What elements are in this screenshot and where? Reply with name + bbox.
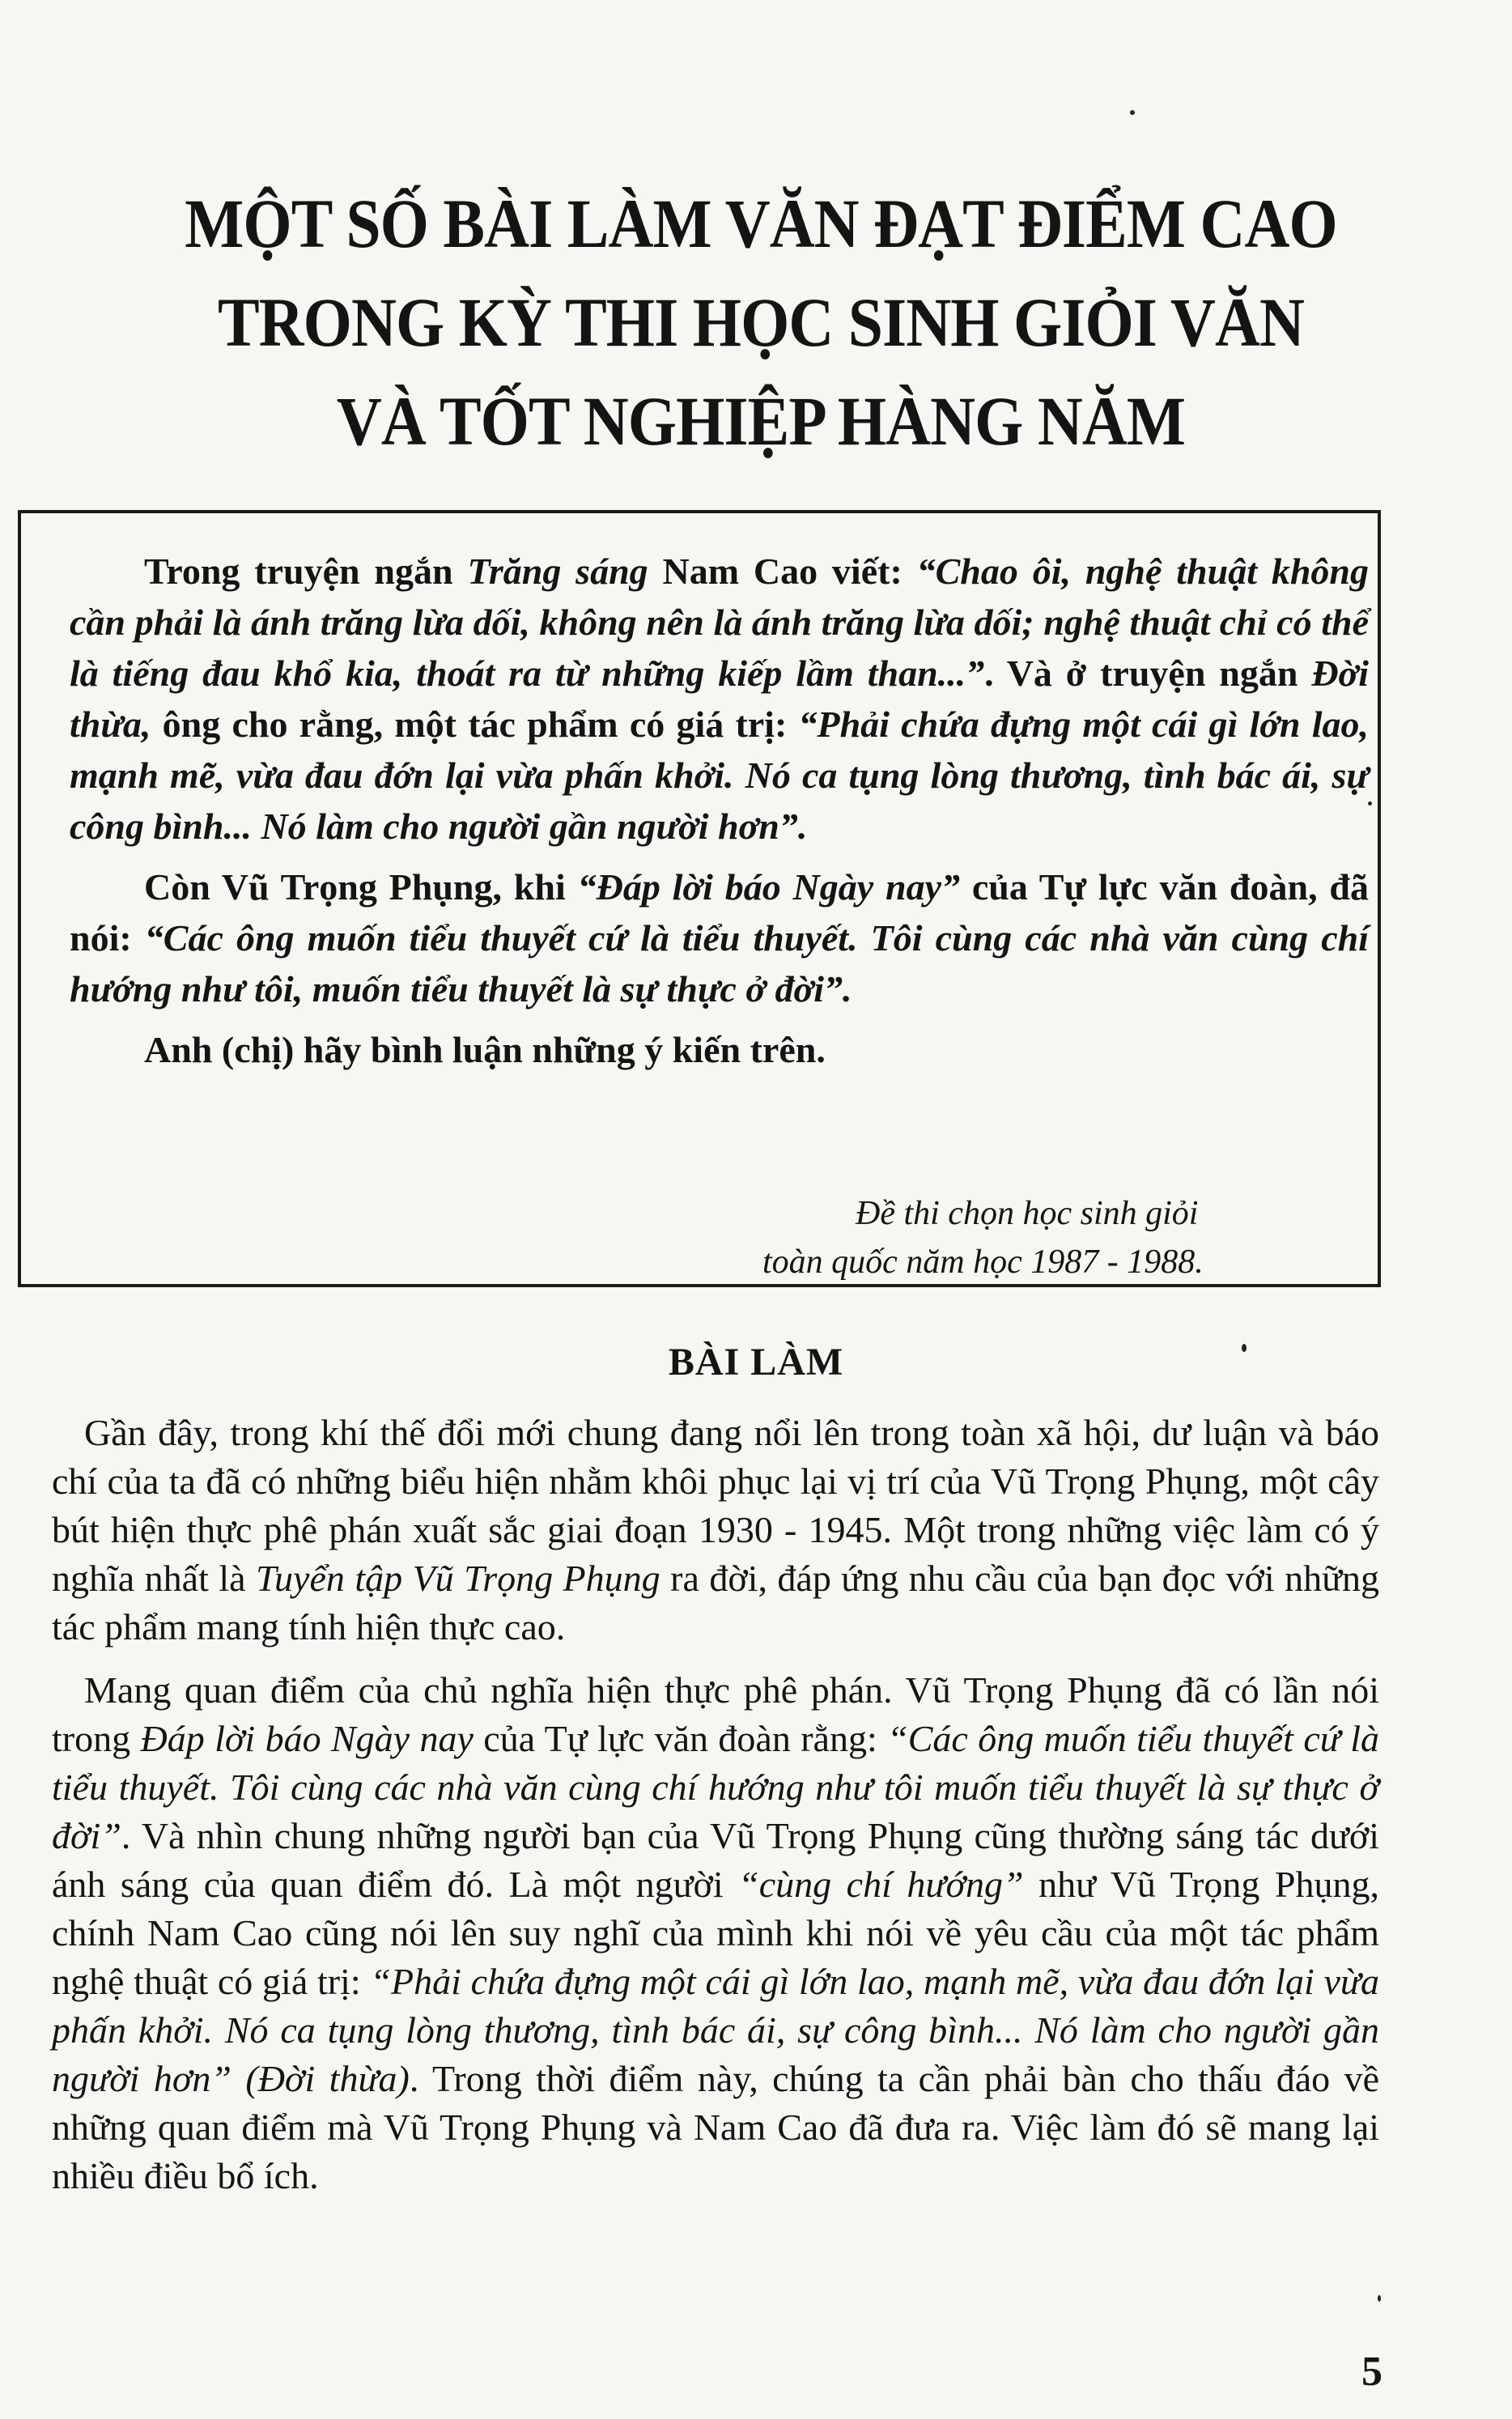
page-number: 5: [1361, 2349, 1382, 2395]
prompt-question: Anh (chị) hãy bình luận những ý kiến trên.: [144, 1029, 826, 1070]
essay-text-span: Gần đây, trong khí thế đổi mới chung đang nổi lên trong toàn xã hội, dư luận và báo chí của ta đã có những biểu hiện nhằm khôi phục lại vị trí của Vũ Trọng Phụng, một cây bút hiện thực phê phán xuất sắc giai đoạn 1930 - 1945. Một trong những việc làm có ý nghĩa nhất là: [52, 1412, 1379, 1599]
prompt-paragraph-1: [70, 546, 1369, 852]
essay-text-span: Mang quan điểm của chủ nghĩa hiện thực phê phán. Vũ Trọng Phụng đã có lần nói trong: [52, 1669, 1379, 1759]
prompt-work-title: Trăng sáng: [467, 551, 648, 592]
prompt-source: [762, 1189, 1329, 1286]
essay-paragraph-2: [52, 1666, 1379, 2200]
prompt-quote: “Các ông muốn tiểu thuyết cứ là tiểu thuyết. Tôi cùng các nhà văn cùng chí hướng như tôi, muốn tiểu thuyết là sự thực ở đời”.: [70, 917, 1370, 1010]
prompt-source-line-1: Đề thi chọn học sinh giỏi: [856, 1195, 1199, 1232]
prompt-work-title: Đời thừa,: [70, 653, 1370, 745]
essay-quote: “cùng chí hướng”: [738, 1864, 1024, 1905]
chapter-title-line-3: VÀ TỐT NGHIỆP HÀNG NĂM: [336, 382, 1186, 460]
chapter-title: [120, 174, 1402, 470]
essay-quote: “Các ông muốn tiểu thuyết cứ là tiểu thuyết. Tôi cùng các nhà văn cùng chí hướng như tôi muốn tiểu thuyết là sự thực ở đời”: [52, 1718, 1380, 1856]
scan-speck: [1368, 801, 1372, 806]
prompt-paragraph-2: [70, 861, 1369, 1014]
prompt-source-line-2: toàn quốc năm học 1987 - 1988.: [762, 1244, 1204, 1281]
exam-prompt-text: [70, 546, 1369, 1075]
chapter-title-line-1: MỘT SỐ BÀI LÀM VĂN ĐẠT ĐIỂM CAO: [185, 185, 1337, 262]
prompt-text-span: Nam Cao viết:: [648, 551, 917, 592]
essay-text-span: như Vũ Trọng Phụng, chính Nam Cao cũng nói lên suy nghĩ của mình khi nói về yêu cầu của một tác phẩm nghệ thuật có giá trị:: [52, 1864, 1379, 2002]
scan-speck: [1378, 2295, 1381, 2302]
prompt-text-span: Trong truyện ngắn: [144, 551, 468, 592]
prompt-text-span: ông cho rằng, một tác phẩm có giá trị:: [151, 704, 799, 745]
essay-text-span: . Và nhìn chung những người bạn của Vũ Trọng Phụng cũng thường sáng tác dưới ánh sáng của quan điểm đó. Là một người: [52, 1815, 1379, 1905]
prompt-quote: “Phải chứa đựng một cái gì lớn lao, mạnh mẽ, vừa đau đớn lại vừa phấn khởi. Nó ca tụng lòng thương, tình bác ái, sự công bình... Nó làm cho người gần người hơn”.: [70, 704, 1369, 847]
essay-text-span: của Tự lực văn đoàn rằng:: [473, 1718, 888, 1759]
chapter-title-line-2: TRONG KỲ THI HỌC SINH GIỎI VĂN: [217, 283, 1305, 361]
essay-heading: BÀI LÀM: [668, 1341, 844, 1384]
essay-paragraph-1: [52, 1409, 1379, 1652]
essay-work-title: Tuyển tập Vũ Trọng Phụng: [256, 1558, 660, 1599]
prompt-text-span: . Và ở truyện ngắn: [984, 653, 1312, 694]
exam-prompt-box: [18, 510, 1381, 1287]
essay-work-title: Đáp lời báo Ngày nay: [140, 1718, 474, 1759]
scan-speck: [1130, 110, 1135, 115]
prompt-work-title: “Đáp lời báo Ngày nay”: [577, 866, 960, 908]
prompt-text-span: của Tự lực văn đoàn, đã nói:: [70, 866, 1370, 959]
prompt-text-span: Còn Vũ Trọng Phụng, khi: [144, 866, 578, 908]
essay-text-span: . Trong thời điểm này, chúng ta cần phải bàn cho thấu đáo về những quan điểm mà Vũ Trọng Phụng và Nam Cao đã đưa ra. Việc làm đó sẽ mang lại nhiều điều bổ ích.: [52, 2058, 1380, 2196]
essay-body: [52, 1409, 1379, 2215]
prompt-quote: “Chao ôi, nghệ thuật không cần phải là ánh trăng lừa dối, không nên là ánh trăng lừa dối; nghệ thuật chỉ có thể là tiếng đau khổ kia, thoát ra từ những kiếp lầm than...”: [70, 551, 1369, 694]
essay-quote: “Phải chứa đựng một cái gì lớn lao, mạnh mẽ, vừa đau đớn lại vừa phấn khởi. Nó ca tụng lòng thương, tình bác ái, sự công bình... Nó làm cho người gần người hơn” (Đời thừa): [52, 1961, 1379, 2099]
scan-speck: [1242, 1344, 1247, 1352]
essay-text-span: ra đời, đáp ứng nhu cầu của bạn đọc với những tác phẩm mang tính hiện thực cao.: [52, 1558, 1380, 1647]
